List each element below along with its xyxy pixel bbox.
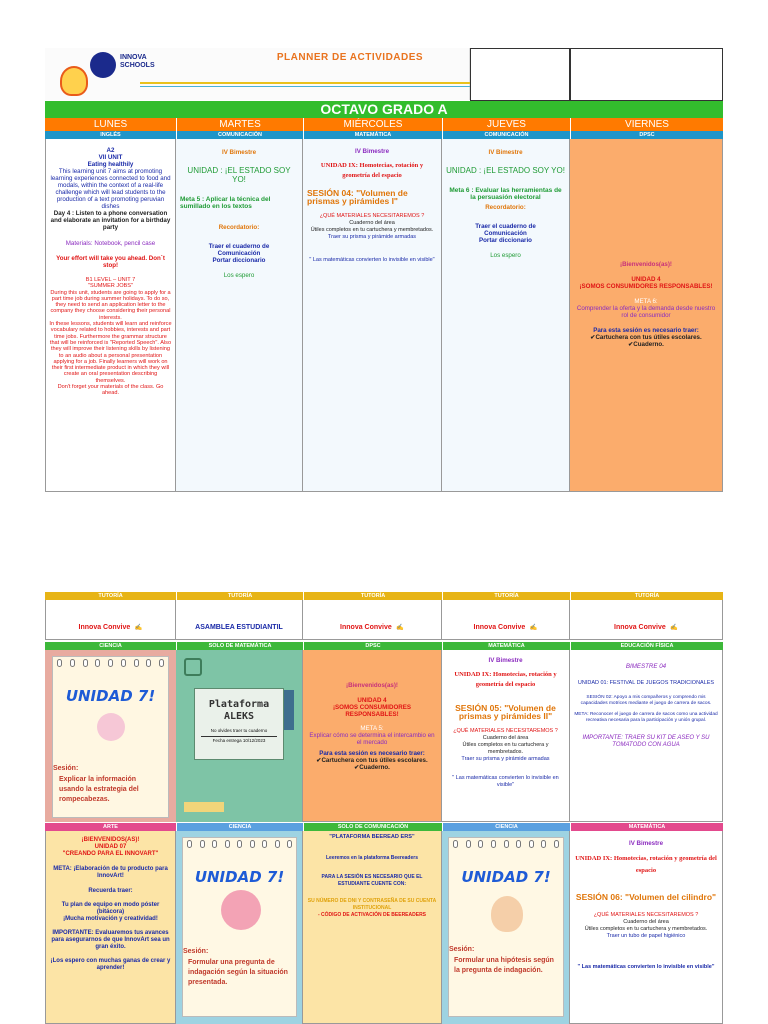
text: Para esta sesión es necesario traer:	[319, 750, 425, 757]
text: Sesión:	[449, 946, 475, 953]
miercoles-cell	[303, 139, 442, 492]
text: Innova Convive	[340, 624, 392, 631]
text: META: Reconocer el juego de carrera de sacos como una actividad recreativa necesaria para la participación y unión grupal.	[574, 712, 718, 723]
unit-title: UNIDAD 7!	[65, 687, 156, 705]
text: META: ¡Elaboración de tu producto para InnovArt!	[53, 866, 168, 879]
text: Cuaderno del área	[349, 220, 395, 226]
text: UNIDAD IX: Homotecias, rotación y geometría del espacio	[320, 162, 424, 179]
planner-title: PLANNER DE ACTIVIDADES	[276, 52, 424, 63]
tutoria-cell	[176, 600, 303, 640]
text: Sesión:	[53, 765, 79, 772]
text: This learning unit 7 aims at promoting learning experiences connected to food and modals, within the context of a real-life challenge which will lead students to the production of a text promoting peruvian dishes	[50, 168, 171, 210]
text: SESIÓN 06: "Volumen del cilindro"	[575, 892, 717, 902]
subject-label: DPSC	[303, 642, 442, 650]
ciencia-poster-cell	[45, 650, 176, 822]
thinking-girl-illustration-icon	[491, 896, 523, 932]
text: IMPORTANTE: Evaluaremos tus avances para asegurarnos de que InnovArt sea un gran éxito.	[51, 930, 170, 950]
subject-label: EDUCACIÓN FÍSICA	[570, 642, 723, 650]
text: Your effort will take you ahead. Don´t stop!	[56, 255, 165, 269]
tutoria-cell	[570, 600, 723, 640]
text: SU NÚMERO DE DNI Y CONTRASEÑA DE SU CUENTA INSTITUCIONAL	[307, 898, 437, 911]
text: Los espero	[490, 252, 521, 259]
school-logo-text: INNOVA SCHOOLS	[120, 54, 155, 69]
text: Sesión:	[183, 948, 209, 955]
text: ¡SOMOS CONSUMIDORES RESPONSABLES!	[332, 704, 412, 718]
text: META 5:	[360, 725, 384, 732]
text: During this unit, students are going to apply for a part time job during summer holidays. To do so, they need to send an application letter to the company they choose considering their personal interests.	[50, 289, 171, 321]
unit-title: UNIDAD 7!	[461, 868, 551, 886]
text: Eating healthily	[87, 161, 134, 168]
puzzle-illustration-icon	[97, 713, 125, 741]
poster	[448, 837, 564, 1017]
empty-header-box	[470, 48, 570, 101]
matematica-cell	[442, 650, 570, 822]
text: ✔Cuaderno.	[354, 764, 390, 771]
subject-label: DPSC	[570, 131, 723, 139]
text: META 6:	[634, 298, 658, 305]
subject-label: INGLÉS	[45, 131, 176, 139]
text: ✔Cuaderno.	[628, 341, 664, 348]
text: Formular una pregunta de indagación según la situación presentada.	[188, 959, 288, 986]
text: Comunicación	[484, 230, 527, 237]
binder-rings	[187, 840, 292, 848]
dpsc-cell	[303, 650, 442, 822]
text: IV Bimestre	[488, 657, 523, 664]
text: UNIDAD : ¡EL ESTADO SOY YO!	[187, 166, 291, 184]
text: Recordatorio:	[218, 224, 260, 231]
text: ¡SOMOS CONSUMIDORES RESPONSABLES!	[579, 283, 713, 290]
text: ¡Bienvenidos(as)!	[346, 682, 398, 689]
aleks-board	[194, 688, 284, 760]
text: Traer el cuaderno de	[208, 243, 270, 250]
text: Day 4 : Listen to a phone conversation and elaborate an invitation for a birthday party	[50, 210, 171, 231]
text: Explicar cómo se determina el intercambio en el mercado	[309, 732, 435, 746]
subject-label: TUTORÍA	[176, 592, 303, 600]
text: IV Bimestre	[488, 149, 523, 156]
text: UNIDAD 4	[631, 276, 661, 283]
subject-label: TUTORÍA	[303, 592, 442, 600]
text: ✔Cartuchera con tus útiles escolares.	[590, 334, 702, 341]
text: Portar diccionario	[479, 237, 532, 244]
jueves-cell	[442, 139, 570, 492]
text: Cuaderno del área	[482, 735, 529, 741]
text: Explicar la información usando la estrategia del rompecabezas.	[59, 776, 139, 803]
day-header: JUEVES	[442, 118, 570, 131]
text: " Las matemáticas convierten lo invisible en visible"	[309, 257, 435, 263]
pencil-icon: ✍	[529, 624, 538, 631]
educacion-fisica-cell	[570, 650, 723, 822]
text: Útiles completos en tu cartuchera y membretados.	[584, 926, 708, 932]
text: ¿QUÉ MATERIALES NECESITAREMOS ?	[593, 912, 699, 918]
poster	[182, 837, 297, 1017]
viernes-cell	[570, 139, 723, 492]
arte-cell	[45, 831, 176, 1024]
pencil-icon: ✍	[670, 624, 678, 631]
text: Cuaderno del área	[623, 919, 669, 925]
text: - CÓDIGO DE ACTIVACIÓN DE BEEREADERS	[317, 912, 427, 918]
tutoria-cell	[45, 600, 176, 640]
text: Recuerda traer:	[88, 888, 133, 894]
text: VII UNIT	[98, 154, 123, 161]
text: Traer su prisma y pirámide armadas	[461, 756, 550, 762]
text: ¡Mucha motivación y creatividad!	[63, 916, 158, 922]
text: Innova Convive	[473, 624, 526, 631]
text: In these lessons, students will learn and reinforce vocabulary related to hobbies, interests and part time jobs. Furthermore the grammar structure that will be reinforced is "Reported Speech". Also they will improve their listening skills by listening to an audio about a personal presentation applying for a job. Finally learners will work on their first intermediate product in which they will create an oral presentation describing themselves.	[49, 321, 172, 384]
text: Leeremos en la plataforma Beereaders	[326, 855, 418, 861]
text: IV Bimestre	[354, 148, 390, 155]
text: Comprender la oferta y la demanda desde nuestro rol de consumidor	[576, 305, 716, 319]
text: Los espero	[223, 272, 255, 279]
text: B1 LEVEL – UNIT 7	[85, 277, 136, 283]
martes-cell	[176, 139, 303, 492]
subject-label: MATEMÁTICA	[570, 823, 723, 831]
pencil-icon: ✍	[134, 624, 143, 631]
text: "SUMMER JOBS"	[88, 283, 133, 290]
subject-label: ARTE	[45, 823, 176, 831]
beereaders-cell	[303, 831, 442, 1024]
text: Traer el cuaderno de	[475, 223, 536, 230]
calculator-icon	[284, 690, 294, 730]
pencil-icon: ✍	[396, 624, 404, 631]
text: Útiles completos en tu cartuchera y membretados.	[310, 227, 434, 233]
text: ¿QUÉ MATERIALES NECESITAREMOS ?	[453, 728, 558, 734]
day-header: VIERNES	[570, 118, 723, 131]
subject-label: SOLO DE MATEMÁTICA	[176, 642, 303, 650]
tutoria-cell	[442, 600, 570, 640]
unit-title: UNIDAD 7!	[194, 868, 285, 886]
day-header: MARTES	[176, 118, 303, 131]
text: ¡BIENVENIDOS(AS)!	[81, 837, 140, 843]
text: Materials: Notebook, pencil case	[65, 240, 156, 247]
text: Traer su prisma y pirámide armadas	[327, 234, 417, 240]
text: Innova Convive	[78, 624, 131, 631]
subject-label: MATEMÁTICA	[303, 131, 442, 139]
binder-rings	[453, 840, 559, 848]
text: " Las matemáticas convierten lo invisible en visible"	[452, 775, 559, 788]
text: IMPORTANTE: TRAER SU KIT DE ASEO Y SU TOMATODO CON AGUA	[582, 735, 710, 748]
text: Tu plan de equipo en modo póster (bitácora)	[61, 902, 160, 915]
ciencia-poster-cell	[176, 831, 303, 1024]
subject-label: TUTORÍA	[570, 592, 723, 600]
text: ✔Cartuchera con tus útiles escolares.	[316, 757, 428, 764]
grade-title: OCTAVO GRADO A	[45, 101, 723, 118]
text: UNIDAD 01: FESTIVAL DE JUEGOS TRADICIONALES	[577, 680, 715, 686]
aleks-title: Plataforma ALEKS	[208, 699, 270, 722]
text: Recordatorio:	[485, 204, 526, 211]
empty-header-box	[570, 48, 723, 101]
subject-label: COMUNICACIÓN	[176, 131, 303, 139]
text: Innova Convive	[614, 624, 666, 631]
tutoria-cell	[303, 600, 442, 640]
text: UNIDAD 4	[357, 697, 387, 704]
text: IV Bimestre	[628, 840, 664, 847]
text: SESIÓN 04: "Volumen de prismas y pirámides I"	[307, 188, 408, 206]
text: Don't forget your materials of the class. Go ahead.	[57, 384, 164, 397]
text: Traer un tubo de papel higiénico	[606, 933, 686, 939]
poster	[52, 656, 169, 818]
matematica-cell	[570, 831, 723, 1024]
subject-label: MATEMÁTICA	[442, 642, 570, 650]
text: Comunicación	[217, 250, 261, 257]
aleks-poster-cell	[176, 650, 303, 822]
subject-label: SOLO DE COMUNICACIÓN	[303, 823, 442, 831]
text: IV Bimestre	[221, 149, 257, 156]
mascot-icon	[60, 66, 88, 96]
text: Formular una hipótesis según la pregunta de indagación.	[454, 957, 554, 974]
text: UNIDAD IX: Homotecias, rotación y geometría del espacio	[575, 855, 717, 874]
day-header: MIÉRCOLES	[303, 118, 442, 131]
text: "CREANDO PARA EL INNOVART"	[62, 851, 159, 857]
subject-label: TUTORÍA	[442, 592, 570, 600]
text: UNIDAD 07	[94, 844, 127, 850]
day-header: LUNES	[45, 118, 176, 131]
text: " Las matemáticas convierten lo invisible en visible"	[577, 964, 715, 970]
text: UNIDAD : ¡EL ESTADO SOY YO!	[446, 166, 565, 175]
text: Útiles completos en tu cartuchera y membretados.	[462, 742, 549, 755]
text: PARA LA SESIÓN ES NECESARIO QUE EL ESTUDIANTE CUENTE CON:	[321, 874, 423, 887]
subject-label: TUTORÍA	[45, 592, 176, 600]
lunes-cell	[45, 139, 176, 492]
ciencia-poster-cell	[442, 831, 570, 1024]
text: SESIÓN 02: Apoyo a mis compañeros y comprendo mis capacidades motrices mediante el juego de carrera de sacos.	[580, 695, 712, 706]
text: Meta 5 : Aplicar la técnica del sumillado en los textos	[180, 196, 271, 210]
subject-label: COMUNICACIÓN	[442, 131, 570, 139]
text: "PLATAFORMA BEEREAD ERS"	[329, 834, 415, 840]
binder-rings	[57, 659, 164, 667]
text: ¡Los espero con muchas ganas de crear y aprender!	[50, 958, 171, 971]
brain-illustration-icon	[221, 890, 261, 930]
text: Portar diccionario	[212, 257, 266, 264]
text: ASAMBLEA ESTUDIANTIL	[195, 624, 283, 631]
innova-logo-icon	[90, 52, 116, 78]
banner-stripe	[140, 86, 470, 87]
banner-stripe	[140, 82, 470, 84]
text: SESIÓN 05: "Volumen de prismas y pirámides II"	[455, 703, 556, 721]
text: Para esta sesión es necesario traer:	[593, 327, 699, 334]
text: Meta 6 : Evaluar las herramientas de la persuasión electoral	[449, 187, 562, 201]
text: ¡Bienvenidos(as)!	[620, 261, 672, 268]
subject-label: CIENCIA	[45, 642, 176, 650]
text: BIMESTRE 04	[625, 663, 667, 670]
text: No olvides traer tu cuaderno	[210, 728, 268, 733]
text: Fecha entrega 10/12/2023	[201, 736, 277, 744]
subject-label: CIENCIA	[176, 823, 303, 831]
text: ¿QUÉ MATERIALES NECESITAREMOS ?	[319, 213, 425, 219]
ruler-icon	[184, 802, 224, 812]
compass-icon	[184, 658, 202, 676]
text: A2	[106, 147, 115, 154]
subject-label: CIENCIA	[442, 823, 570, 831]
text: UNIDAD IX: Homotecias, rotación y geometría del espacio	[454, 671, 557, 688]
